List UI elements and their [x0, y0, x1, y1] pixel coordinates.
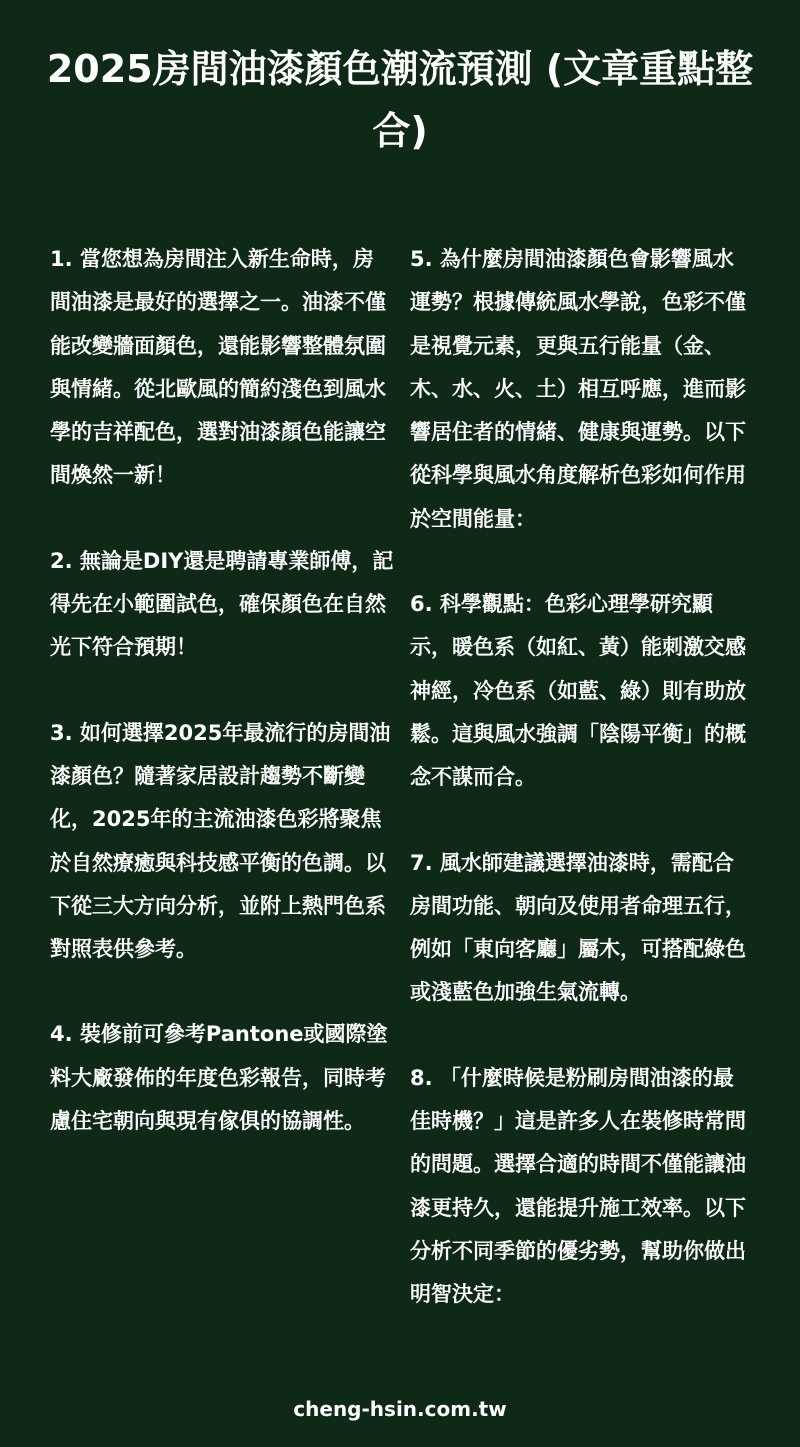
site-url: cheng-hsin.com.tw [293, 1397, 507, 1421]
paragraph-7: 7. 風水師建議選擇油漆時，需配合房間功能、朝向及使用者命理五行，例如「東向客廳」屬木，可搭配綠色或淺藍色加強生氣流轉。 [410, 850, 746, 1005]
paragraph-5: 5. 為什麼房間油漆顏色會影響風水運勢？根據傳統風水學說，色彩不僅是視覺元素，更與五行能量（金、木、水、火、土）相互呼應，進而影響居住者的情緒、健康與運勢。以下從科學與風水角度解析色彩如何作用於空間能量： [410, 247, 746, 531]
right-column [410, 238, 754, 1359]
paragraph-6: 6. 科學觀點：色彩心理學研究顯示，暖色系（如紅、黃）能刺激交感神經，冷色系（如藍、綠）則有助放鬆。這與風水強調「陰陽平衡」的概念不謀而合。 [410, 592, 746, 790]
paragraph-1: 1. 當您想為房間注入新生命時，房間油漆是最好的選擇之一。油漆不僅能改變牆面顏色，還能影響整體氛圍與情緒。從北歐風的簡約淺色到風水學的吉祥配色，選對油漆顏色能讓空間煥然一新！ [50, 247, 386, 488]
left-column [50, 238, 394, 1185]
page-title: 2025房間油漆顏色潮流預測 (文章重點整合) [46, 47, 754, 153]
paragraph-4: 4. 裝修前可參考Pantone或國際塗料大廠發佈的年度色彩報告，同時考慮住宅朝向與現有傢俱的協調性。 [50, 1022, 388, 1134]
paragraph-2: 2. 無論是DIY還是聘請專業師傅，記得先在小範圍試色，確保顏色在自然光下符合預期！ [50, 548, 394, 660]
paragraph-3: 3. 如何選擇2025年最流行的房間油漆顏色？隨著家居設計趨勢不斷變化，2025年的主流油漆色彩將聚焦於自然療癒與科技感平衡的色調。以下從三大方向分析，並附上熱門色系對照表供參考。 [50, 720, 391, 962]
paragraph-8: 8. 「什麼時候是粉刷房間油漆的最佳時機？」這是許多人在裝修時常問的問題。選擇合適的時間不僅能讓油漆更持久，還能提升施工效率。以下分析不同季節的優劣勢，幫助你做出明智決定： [410, 1065, 746, 1307]
